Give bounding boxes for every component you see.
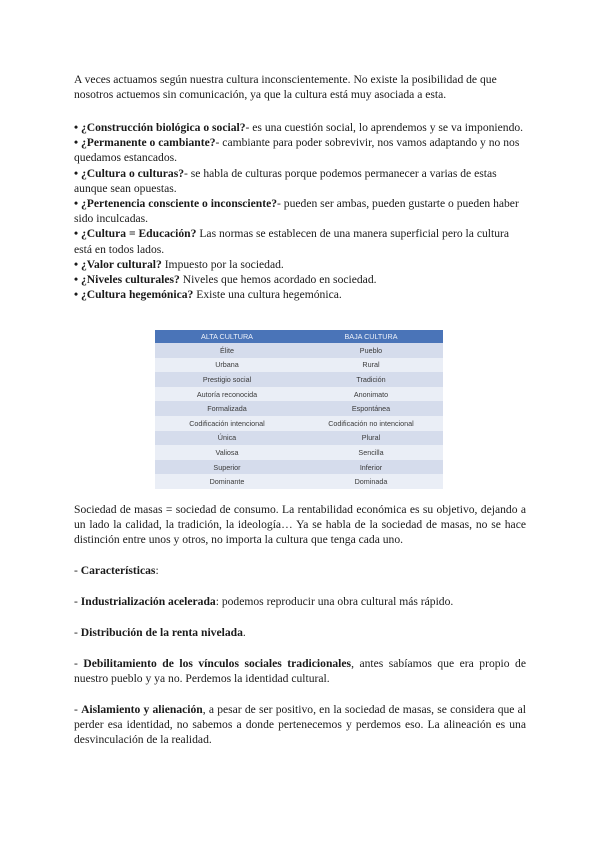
table-cell: Prestigio social <box>202 374 252 384</box>
table-row <box>155 387 443 402</box>
table-row <box>155 445 443 460</box>
table-header <box>155 330 443 343</box>
table-cell: Codificación intencional <box>189 418 265 428</box>
table-cell: Urbana <box>215 360 239 370</box>
table-cell: Codificación no intencional <box>328 418 414 428</box>
bullet-item: • ¿Cultura = Educación? Las normas se establecen de una manera superficial pero la cultura está en todos lados. <box>74 227 510 256</box>
bullet-item: • ¿Valor cultural? Impuesto por la sociedad. <box>74 257 284 271</box>
bullet-item: • ¿Niveles culturales? Niveles que hemos acordado en sociedad. <box>74 273 377 287</box>
caracteristicas-heading: - Características: <box>74 564 159 577</box>
table-row <box>155 358 443 373</box>
intro-paragraph: A veces actuamos según nuestra cultura inconscientemente. No existe la posibilidad de que nosotros actuemos sin comunicación, ya que la cultura está muy asociada a esta. <box>74 73 497 102</box>
table-cell: Valiosa <box>215 447 239 457</box>
bullet-item: • ¿Cultura o culturas?- se habla de culturas porque podemos permanecer a varias de estas aunque sean opuestas. <box>74 166 497 195</box>
bullet-item: • ¿Pertenencia consciente o inconsciente?- pueden ser ambas, pueden gustarte o pueden haber sido inculcadas. <box>74 197 519 226</box>
table-cell: Formalizada <box>207 404 247 414</box>
table-row <box>155 401 443 416</box>
table-cell: Inferior <box>359 462 383 472</box>
header-baja-cultura: BAJA CULTURA <box>344 332 398 341</box>
distribucion-item: - Distribución de la renta nivelada. <box>74 626 246 639</box>
bullet-item: • ¿Permanente o cambiante?- cambiante para poder sobrevivir, nos vamos adaptando y no nos quedamos estancados. <box>74 136 520 165</box>
table-row <box>155 460 443 475</box>
table-cell: Dominada <box>354 477 388 487</box>
table-row <box>155 372 443 387</box>
industrializacion-item: - Industrialización acelerada: podemos reproducir una obra cultural más rápido. <box>74 595 454 608</box>
table-row <box>155 474 443 489</box>
table-row <box>155 343 443 358</box>
table-cell: Rural <box>362 360 380 370</box>
table-cell: Sencilla <box>358 447 384 457</box>
table-row <box>155 416 443 431</box>
table-cell: Espontánea <box>351 404 391 414</box>
header-alta-cultura: ALTA CULTURA <box>201 332 253 341</box>
table-cell: Élite <box>220 345 234 355</box>
table-cell: Dominante <box>209 477 245 487</box>
table-cell: Pueblo <box>359 345 383 355</box>
bullet-item: • ¿Cultura hegemónica? Existe una cultura hegemónica. <box>74 288 342 302</box>
bullet-item: • ¿Construcción biológica o social?- es una cuestión social, lo aprendemos y se va imponiendo. <box>74 121 524 134</box>
table-cell: Única <box>217 433 237 443</box>
table-cell: Anonimato <box>353 389 389 399</box>
table-cell: Plural <box>361 433 381 443</box>
debilitamiento-item: - Debilitamiento de los vínculos sociales tradicionales, antes sabíamos que era propio de nuestro pueblo y ya no. Perdemos la identidad cultural. <box>74 657 526 686</box>
table-row <box>155 431 443 446</box>
aislamiento-item: - Aislamiento y alienación, a pesar de ser positivo, en la sociedad de masas, se considera que al perder esa identidad, no sabemos a donde pertenecemos y perdemos eso. La alineación es una desvinculación de la realidad. <box>74 703 526 747</box>
table-cell: Autoría reconocida <box>196 389 258 399</box>
table-cell: Superior <box>213 462 241 472</box>
masas-paragraph: Sociedad de masas = sociedad de consumo. La rentabilidad económica es su objetivo, dejando a un lado la calidad, la tradición, la ideología… Ya se habla de la sociedad de masas, no se hace distinción entre unos y otros, no importa la cultura que tenga cada uno. <box>74 503 526 547</box>
bullet-list <box>74 120 526 302</box>
culture-comparison-table <box>155 330 443 489</box>
table-cell: Tradición <box>356 374 386 384</box>
